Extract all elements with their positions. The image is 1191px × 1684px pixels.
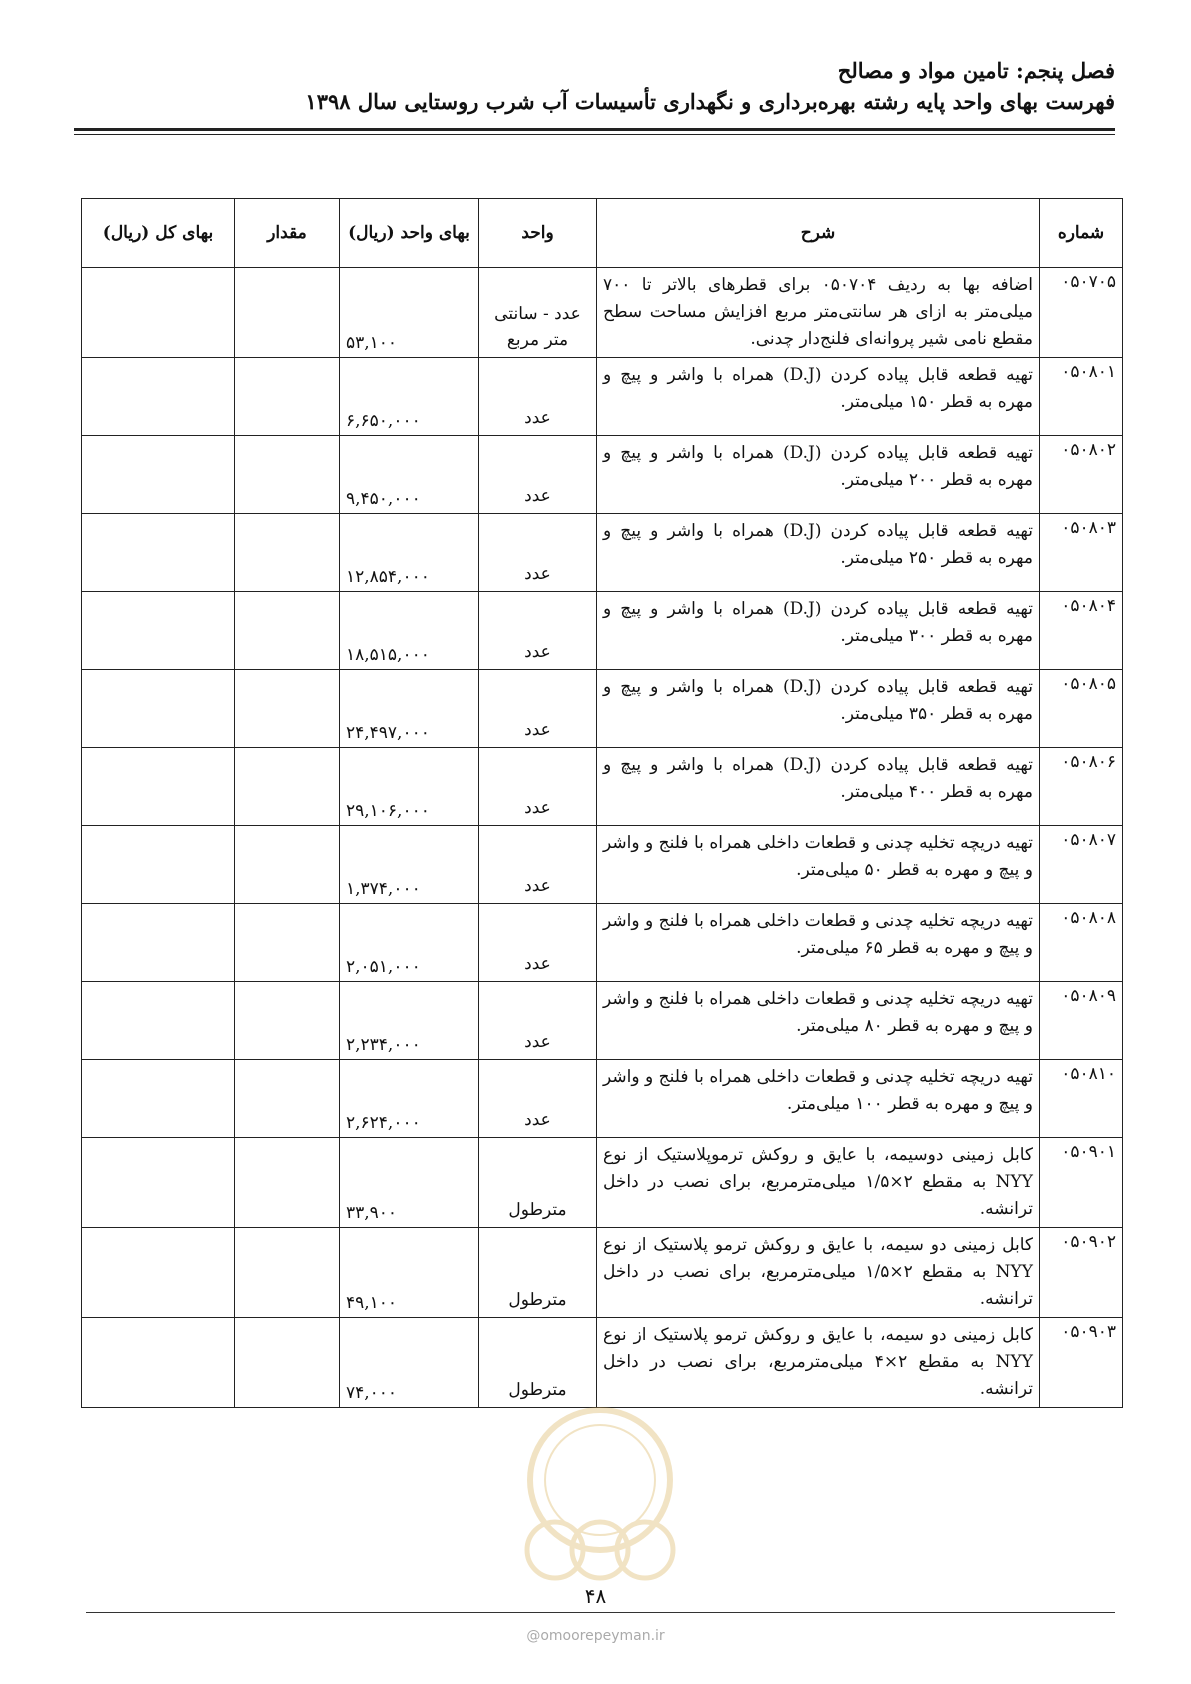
table-row: [82, 826, 1123, 904]
row-code: ۰۵۰۸۰۲: [1040, 436, 1123, 514]
row-total-price: [82, 436, 235, 514]
page-number: ۴۸: [584, 1584, 607, 1608]
row-unit-price: ۶,۶۵۰,۰۰۰: [340, 358, 479, 436]
header-description: شرح: [597, 199, 1040, 268]
row-unit-price: ۲۹,۱۰۶,۰۰۰: [340, 748, 479, 826]
table-row: [82, 436, 1123, 514]
row-quantity: [235, 1138, 340, 1228]
row-code: ۰۵۰۹۰۲: [1040, 1228, 1123, 1318]
row-quantity: [235, 358, 340, 436]
row-code: ۰۵۰۸۰۶: [1040, 748, 1123, 826]
row-unit-price: ۱۸,۵۱۵,۰۰۰: [340, 592, 479, 670]
row-quantity: [235, 514, 340, 592]
row-code: ۰۵۰۸۰۴: [1040, 592, 1123, 670]
row-unit: عدد: [479, 670, 597, 748]
row-quantity: [235, 670, 340, 748]
row-unit-price: ۲۴,۴۹۷,۰۰۰: [340, 670, 479, 748]
row-unit: عدد: [479, 982, 597, 1060]
row-unit: عدد: [479, 1060, 597, 1138]
page-header: [76, 58, 1115, 114]
table-row: [82, 1060, 1123, 1138]
header-unit-price: بهای واحد (ریال): [340, 199, 479, 268]
row-total-price: [82, 1318, 235, 1408]
table-row: [82, 982, 1123, 1060]
row-total-price: [82, 592, 235, 670]
table-row: [82, 670, 1123, 748]
website-watermark: @omoorepeyman.ir: [526, 1628, 665, 1644]
row-unit: عدد - سانتی متر مربع: [479, 268, 597, 358]
row-total-price: [82, 1060, 235, 1138]
chapter-title: فصل پنجم: تامین مواد و مصالح: [837, 58, 1115, 83]
row-code: ۰۵۰۸۰۱: [1040, 358, 1123, 436]
row-unit: مترطول: [479, 1318, 597, 1408]
row-total-price: [82, 268, 235, 358]
row-total-price: [82, 1138, 235, 1228]
row-description: تهیه دریچه تخلیه چدنی و قطعات داخلی همراه با فلنج و واشر و پیچ و مهره به قطر ۱۰۰ میلی‌متر.: [597, 1060, 1040, 1138]
row-description: تهیه قطعه قابل پیاده کردن (D.J) همراه با واشر و پیچ و مهره به قطر ۲۰۰ میلی‌متر.: [597, 436, 1040, 514]
row-description: تهیه قطعه قابل پیاده کردن (D.J) همراه با واشر و پیچ و مهره به قطر ۳۵۰ میلی‌متر.: [597, 670, 1040, 748]
row-unit-price: ۳۳,۹۰۰: [340, 1138, 479, 1228]
row-code: ۰۵۰۸۰۸: [1040, 904, 1123, 982]
row-description: تهیه دریچه تخلیه چدنی و قطعات داخلی همراه با فلنج و واشر و پیچ و مهره به قطر ۶۵ میلی‌متر.: [597, 904, 1040, 982]
row-quantity: [235, 1228, 340, 1318]
row-quantity: [235, 592, 340, 670]
row-unit: عدد: [479, 748, 597, 826]
row-unit-price: ۲,۲۳۴,۰۰۰: [340, 982, 479, 1060]
row-quantity: [235, 1060, 340, 1138]
row-unit-price: ۵۳,۱۰۰: [340, 268, 479, 358]
row-description: کابل زمینی دو سیمه، با عایق و روکش ترمو پلاستیک از نوع NYY به مقطع ۲×۱/۵ میلی‌مترمربع، برای نصب در داخل ترانشه.: [597, 1228, 1040, 1318]
row-description: اضافه بها به ردیف ۰۵۰۷۰۴ برای قطرهای بالاتر تا ۷۰۰ میلی‌متر به ازای هر سانتی‌متر مربع افزایش مساحت سطح مقطع نامی شیر پروانه‌ای فلنج‌دار چدنی.: [597, 268, 1040, 358]
row-code: ۰۵۰۸۰۳: [1040, 514, 1123, 592]
row-unit-price: ۹,۴۵۰,۰۰۰: [340, 436, 479, 514]
header-unit: واحد: [479, 199, 597, 268]
row-total-price: [82, 1228, 235, 1318]
table-row: [82, 904, 1123, 982]
table-row: [82, 268, 1123, 358]
row-description: تهیه قطعه قابل پیاده کردن (D.J) همراه با واشر و پیچ و مهره به قطر ۱۵۰ میلی‌متر.: [597, 358, 1040, 436]
row-unit: عدد: [479, 514, 597, 592]
row-code: ۰۵۰۷۰۵: [1040, 268, 1123, 358]
row-unit: عدد: [479, 904, 597, 982]
row-total-price: [82, 826, 235, 904]
row-code: ۰۵۰۸۰۵: [1040, 670, 1123, 748]
row-unit: عدد: [479, 436, 597, 514]
price-table: [81, 198, 1123, 1408]
table-row: [82, 748, 1123, 826]
row-code: ۰۵۰۸۰۹: [1040, 982, 1123, 1060]
row-total-price: [82, 982, 235, 1060]
header-quantity: مقدار: [235, 199, 340, 268]
row-quantity: [235, 904, 340, 982]
row-description: تهیه قطعه قابل پیاده کردن (D.J) همراه با واشر و پیچ و مهره به قطر ۲۵۰ میلی‌متر.: [597, 514, 1040, 592]
row-unit-price: ۲,۰۵۱,۰۰۰: [340, 904, 479, 982]
document-subtitle: فهرست بهای واحد پایه رشته بهره‌برداری و نگهداری تأسیسات آب شرب روستایی سال ۱۳۹۸: [305, 89, 1115, 114]
row-description: تهیه دریچه تخلیه چدنی و قطعات داخلی همراه با فلنج و واشر و پیچ و مهره به قطر ۸۰ میلی‌متر.: [597, 982, 1040, 1060]
row-unit-price: ۱,۳۷۴,۰۰۰: [340, 826, 479, 904]
row-unit: عدد: [479, 826, 597, 904]
table-row: [82, 1138, 1123, 1228]
header-rule-thick: [74, 128, 1115, 131]
row-quantity: [235, 268, 340, 358]
row-total-price: [82, 748, 235, 826]
row-quantity: [235, 826, 340, 904]
row-description: تهیه دریچه تخلیه چدنی و قطعات داخلی همراه با فلنج و واشر و پیچ و مهره به قطر ۵۰ میلی‌متر.: [597, 826, 1040, 904]
row-code: ۰۵۰۹۰۳: [1040, 1318, 1123, 1408]
row-unit: عدد: [479, 592, 597, 670]
row-description: کابل زمینی دو سیمه، با عایق و روکش ترمو پلاستیک از نوع NYY به مقطع ۲×۴ میلی‌مترمربع، برای نصب در داخل ترانشه.: [597, 1318, 1040, 1408]
row-total-price: [82, 358, 235, 436]
row-total-price: [82, 670, 235, 748]
row-description: کابل زمینی دوسیمه، با عایق و روکش ترموپلاستیک از نوع NYY به مقطع ۲×۱/۵ میلی‌مترمربع، برای نصب در داخل ترانشه.: [597, 1138, 1040, 1228]
header-rule-thin: [74, 134, 1115, 135]
row-total-price: [82, 514, 235, 592]
row-quantity: [235, 982, 340, 1060]
header-total-price: بهای کل (ریال): [82, 199, 235, 268]
row-quantity: [235, 1318, 340, 1408]
footer-rule: [86, 1612, 1115, 1613]
table-row: [82, 1228, 1123, 1318]
row-code: ۰۵۰۸۱۰: [1040, 1060, 1123, 1138]
row-quantity: [235, 748, 340, 826]
table-row: [82, 592, 1123, 670]
row-unit-price: ۴۹,۱۰۰: [340, 1228, 479, 1318]
row-unit-price: ۲,۶۲۴,۰۰۰: [340, 1060, 479, 1138]
row-unit: مترطول: [479, 1138, 597, 1228]
header-code: شماره: [1040, 199, 1123, 268]
row-code: ۰۵۰۸۰۷: [1040, 826, 1123, 904]
row-unit: عدد: [479, 358, 597, 436]
table-row: [82, 358, 1123, 436]
row-unit-price: ۷۴,۰۰۰: [340, 1318, 479, 1408]
table-row: [82, 514, 1123, 592]
table-row: [82, 1318, 1123, 1408]
row-description: تهیه قطعه قابل پیاده کردن (D.J) همراه با واشر و پیچ و مهره به قطر ۳۰۰ میلی‌متر.: [597, 592, 1040, 670]
table-header-row: [82, 199, 1123, 268]
row-quantity: [235, 436, 340, 514]
row-code: ۰۵۰۹۰۱: [1040, 1138, 1123, 1228]
row-unit: مترطول: [479, 1228, 597, 1318]
row-total-price: [82, 904, 235, 982]
watermark-seal-icon: [500, 1400, 700, 1600]
row-description: تهیه قطعه قابل پیاده کردن (D.J) همراه با واشر و پیچ و مهره به قطر ۴۰۰ میلی‌متر.: [597, 748, 1040, 826]
row-unit-price: ۱۲,۸۵۴,۰۰۰: [340, 514, 479, 592]
